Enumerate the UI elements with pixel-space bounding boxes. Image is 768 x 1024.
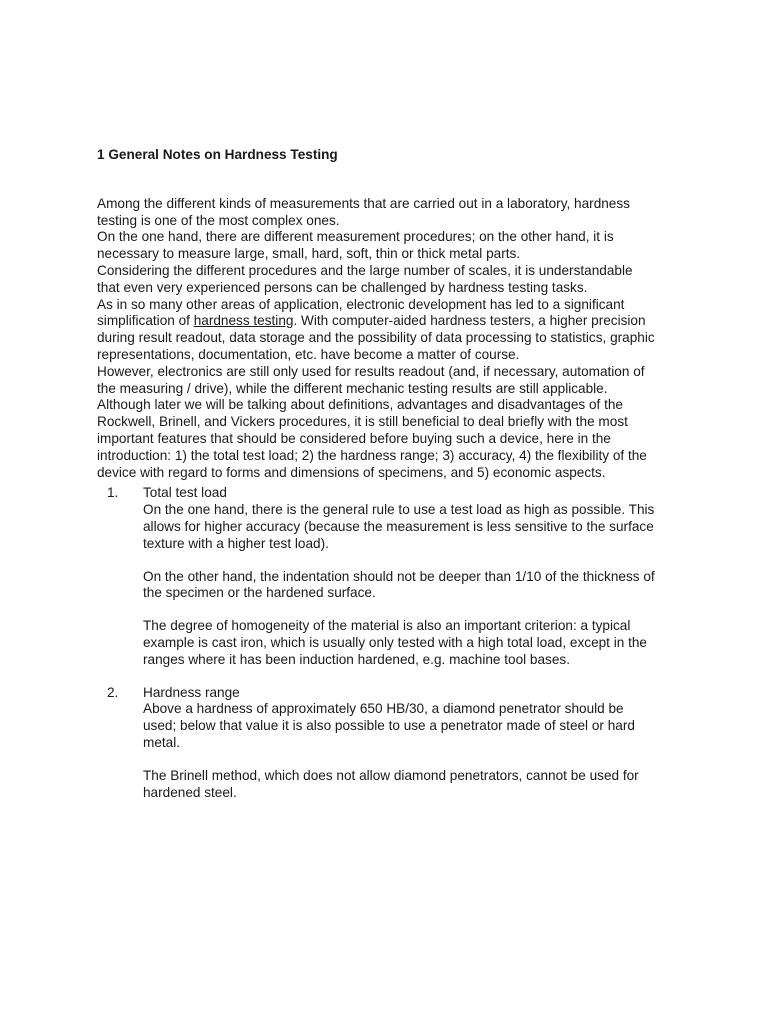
- paragraph-readout: However, electronics are still only used for results readout (and, if necessary, automation of the measuring / drive), while the different mechanic testing results are still applicable.: [97, 363, 645, 396]
- document-page: [97, 147, 657, 817]
- list-item-paragraph: The degree of homogeneity of the material is also an important criterion: a typical example is cast iron, which is usually only tested with a high total load, except in the ranges where it has been induction hardened, e.g. machine tool bases.: [143, 618, 647, 667]
- paragraph-scales: Considering the different procedures and the large number of scales, it is understandable that even very experienced persons can be challenged by hardness testing tasks.: [97, 262, 633, 295]
- paragraph-electronics-text-2: . With computer-aided hardness testers, a higher precision during result readout, data storage and the possibility of data processing to statistics, graphic representations, documentation, etc. have become a matter of course.: [97, 313, 655, 362]
- list-item-paragraph: On the other hand, the indentation should not be deeper than 1/10 of the thickness of the specimen or the hardened surface.: [143, 568, 655, 601]
- list-item-title: Hardness range: [143, 684, 240, 700]
- list-item-paragraph: On the one hand, there is the general rule to use a test load as high as possible. This allows for higher accuracy (because the measurement is less sensitive to the surface texture with a higher test load).: [143, 502, 655, 551]
- list-item-title: Total test load: [143, 485, 227, 501]
- list-item-paragraph: The Brinell method, which does not allow diamond penetrators, cannot be used for hardened steel.: [143, 767, 639, 800]
- paragraph-electronics-text-1: As in so many other areas of application, electronic development has led to a significant simplification of: [97, 296, 625, 329]
- paragraph-intro: Among the different kinds of measurements that are carried out in a laboratory, hardness testing is one of the most complex ones.: [97, 195, 630, 228]
- paragraph-features: Although later we will be talking about definitions, advantages and disadvantages of the Rockwell, Brinell, and Vickers procedures, it is still beneficial to deal briefly with the most important features that should be considered before buying such a device, here in the introduction: 1) the total test load; 2) the hardness range; 3) accuracy, 4) the flexibility of the device with regard to forms and dimensions of specimens, and 5) economic aspects.: [97, 397, 647, 480]
- features-list: [97, 485, 657, 801]
- paragraph-electronics: [97, 297, 657, 364]
- section-heading: 1 General Notes on Hardness Testing: [97, 147, 338, 162]
- paragraph-procedures: On the one hand, there are different measurement procedures; on the other hand, it is necessary to measure large, small, hard, soft, thin or thick metal parts.: [97, 229, 614, 262]
- list-item-hardness-range: [97, 685, 657, 802]
- hardness-testing-link[interactable]: hardness testing: [193, 313, 294, 329]
- list-item-total-test-load: [97, 485, 657, 668]
- list-item-number: 1.: [107, 485, 119, 501]
- list-item-paragraph: Above a hardness of approximately 650 HB/30, a diamond penetrator should be used; below that value it is also possible to use a penetrator made of steel or hard metal.: [143, 701, 635, 750]
- list-item-number: 2.: [107, 684, 119, 700]
